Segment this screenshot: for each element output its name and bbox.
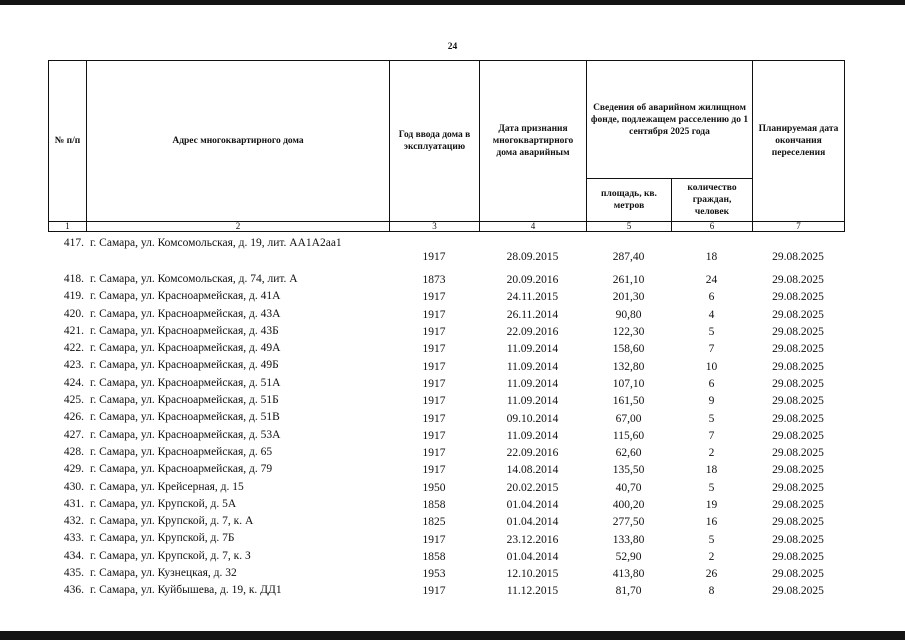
row-number: 420. <box>63 307 84 320</box>
row-area: 158,60 <box>612 343 645 356</box>
row-number: 421. <box>63 324 84 337</box>
row-people: 7 <box>708 429 715 442</box>
header-num: 7 <box>753 222 845 232</box>
header-col-date: Дата признания многоквартирного дома аварийным <box>480 61 587 222</box>
row-people: 16 <box>705 516 718 529</box>
table-row <box>48 341 844 358</box>
row-year: 1917 <box>422 447 446 460</box>
row-date: 11.09.2014 <box>506 395 559 408</box>
row-people: 5 <box>708 412 715 425</box>
row-address: г. Самара, ул. Красноармейская, д. 49А <box>90 342 281 355</box>
row-plan: 29.08.2025 <box>772 274 824 287</box>
row-year: 1950 <box>422 481 446 494</box>
row-plan: 29.08.2025 <box>772 326 824 339</box>
row-number: 417. <box>63 237 84 249</box>
row-plan: 29.08.2025 <box>772 360 824 373</box>
table-row <box>48 549 844 566</box>
table-row <box>48 289 844 306</box>
table-row <box>48 445 844 462</box>
row-year: 1917 <box>422 429 446 442</box>
row-number: 431. <box>63 497 84 510</box>
table-row <box>48 376 844 393</box>
row-date: 22.09.2016 <box>506 447 559 460</box>
table-row <box>48 462 844 479</box>
row-date: 12.10.2015 <box>506 568 559 581</box>
row-plan: 29.08.2025 <box>772 533 824 546</box>
row-area: 287,40 <box>612 250 645 263</box>
row-address: г. Самара, ул. Крупской, д. 7, к. З <box>90 549 251 562</box>
header-col-address: Адрес многоквартирного дома <box>87 61 390 222</box>
row-area: 90,80 <box>615 308 642 321</box>
header-col-year: Год ввода дома в эксплуатацию <box>390 61 480 222</box>
row-date: 26.11.2014 <box>506 308 559 321</box>
row-address: г. Самара, ул. Красноармейская, д. 79 <box>90 463 273 476</box>
row-date: 14.08.2014 <box>506 464 559 477</box>
page-number: 24 <box>447 42 458 52</box>
row-address: г. Самара, ул. Крупской, д. 7, к. А <box>90 515 254 528</box>
header-num: 1 <box>49 222 87 232</box>
header-col-info: Сведения об аварийном жилищном фонде, подлежащем расселению до 1 сентября 2025 года <box>587 61 753 179</box>
row-area: 62,60 <box>615 447 642 460</box>
row-date: 11.12.2015 <box>506 585 559 598</box>
row-area: 115,60 <box>612 429 645 442</box>
row-date: 28.09.2015 <box>506 250 559 263</box>
row-plan: 29.08.2025 <box>772 343 824 356</box>
row-plan: 29.08.2025 <box>772 499 824 511</box>
row-plan: 29.08.2025 <box>772 568 824 581</box>
row-date: 09.10.2014 <box>506 412 559 425</box>
data-table <box>48 236 844 601</box>
row-address: г. Самара, ул. Крейсерная, д. 15 <box>90 480 244 493</box>
row-plan: 29.08.2025 <box>772 481 824 494</box>
row-date: 20.09.2016 <box>506 274 559 287</box>
row-area: 122,30 <box>612 326 645 339</box>
row-date: 24.11.2015 <box>506 291 559 304</box>
row-date: 11.09.2014 <box>506 360 559 373</box>
scan-bottom-edge <box>0 631 905 640</box>
row-address: г. Самара, ул. Комсомольская, д. 19, лит. АА1А2аа1 <box>90 237 342 249</box>
header-col-people: количество граждан, человек <box>672 179 753 222</box>
row-people: 18 <box>705 464 718 477</box>
row-number: 424. <box>63 376 84 389</box>
table-row <box>48 324 844 341</box>
row-number: 422. <box>63 342 84 355</box>
row-year: 1917 <box>422 343 446 356</box>
row-people: 5 <box>708 481 715 494</box>
table-row <box>48 272 844 289</box>
row-date: 11.09.2014 <box>506 429 559 442</box>
row-year: 1917 <box>422 250 446 263</box>
row-number: 435. <box>63 567 84 580</box>
row-number: 436. <box>63 584 84 597</box>
row-people: 7 <box>708 343 715 356</box>
row-date: 01.04.2014 <box>506 516 559 529</box>
table-row <box>48 583 844 600</box>
row-number: 433. <box>63 532 84 545</box>
row-year: 1917 <box>422 533 446 546</box>
table-row <box>48 410 844 427</box>
row-area: 413,80 <box>612 568 645 581</box>
row-address: г. Самара, ул. Крупской, д. 5А <box>90 497 237 510</box>
row-area: 133,80 <box>612 533 645 546</box>
row-address: г. Самара, ул. Красноармейская, д. 65 <box>90 445 273 458</box>
row-area: 132,80 <box>612 360 645 373</box>
row-people: 2 <box>708 550 715 563</box>
row-people: 4 <box>708 308 715 321</box>
table-row <box>48 514 844 531</box>
row-address: г. Самара, ул. Красноармейская, д. 43Б <box>90 324 279 337</box>
row-people: 19 <box>705 499 718 511</box>
row-plan: 29.08.2025 <box>772 447 824 460</box>
row-area: 40,70 <box>615 481 642 494</box>
header-col-area: площадь, кв. метров <box>587 179 672 222</box>
row-address: г. Самара, ул. Крупской, д. 7Б <box>90 532 235 545</box>
row-address: г. Самара, ул. Куйбышева, д. 19, к. ДД1 <box>90 584 282 597</box>
row-address: г. Самара, ул. Красноармейская, д. 51А <box>90 376 281 389</box>
row-address: г. Самара, ул. Красноармейская, д. 51Б <box>90 394 279 407</box>
row-year: 1917 <box>422 395 446 408</box>
table-row <box>48 236 844 272</box>
row-address: г. Самара, ул. Комсомольская, д. 74, лит. А <box>90 273 298 285</box>
table-row <box>48 393 844 410</box>
row-plan: 29.08.2025 <box>772 550 824 563</box>
row-plan: 29.08.2025 <box>772 516 824 529</box>
row-address: г. Самара, ул. Красноармейская, д. 49Б <box>90 359 279 372</box>
row-plan: 29.08.2025 <box>772 377 824 390</box>
header-num: 4 <box>480 222 587 232</box>
row-people: 6 <box>708 377 715 390</box>
row-date: 20.02.2015 <box>506 481 559 494</box>
row-address: г. Самара, ул. Красноармейская, д. 53А <box>90 428 281 441</box>
row-date: 11.09.2014 <box>506 377 559 390</box>
row-year: 1825 <box>422 516 446 529</box>
row-number: 419. <box>63 290 84 303</box>
row-address: г. Самара, ул. Кузнецкая, д. 32 <box>90 567 237 580</box>
header-col-no: № п/п <box>49 61 87 222</box>
row-plan: 29.08.2025 <box>772 585 824 598</box>
row-number: 428. <box>63 445 84 458</box>
row-year: 1917 <box>422 585 446 598</box>
row-year: 1917 <box>422 360 446 373</box>
row-number: 418. <box>63 273 84 285</box>
row-plan: 29.08.2025 <box>772 395 824 408</box>
row-people: 26 <box>705 568 718 581</box>
table-header <box>48 60 845 232</box>
row-area: 261,10 <box>612 274 645 287</box>
row-year: 1858 <box>422 550 446 563</box>
row-address: г. Самара, ул. Красноармейская, д. 51В <box>90 411 280 424</box>
row-number: 430. <box>63 480 84 493</box>
header-num: 6 <box>672 222 753 232</box>
row-people: 6 <box>708 291 715 304</box>
row-area: 135,50 <box>612 464 645 477</box>
row-plan: 29.08.2025 <box>772 429 824 442</box>
header-num: 3 <box>390 222 480 232</box>
row-plan: 29.08.2025 <box>772 291 824 304</box>
row-year: 1917 <box>422 412 446 425</box>
row-plan: 29.08.2025 <box>772 308 824 321</box>
row-year: 1917 <box>422 377 446 390</box>
table-row <box>48 531 844 548</box>
row-number: 429. <box>63 463 84 476</box>
row-area: 277,50 <box>612 516 645 529</box>
row-plan: 29.08.2025 <box>772 464 824 477</box>
row-number: 423. <box>63 359 84 372</box>
table-row <box>48 566 844 583</box>
row-area: 67,00 <box>615 412 642 425</box>
row-area: 400,20 <box>612 499 645 511</box>
table-row <box>48 307 844 324</box>
table-row <box>48 497 844 514</box>
row-area: 107,10 <box>612 377 645 390</box>
row-people: 5 <box>708 326 715 339</box>
row-year: 1917 <box>422 308 446 321</box>
row-people: 5 <box>708 533 715 546</box>
row-date: 22.09.2016 <box>506 326 559 339</box>
table-row <box>48 480 844 497</box>
row-address: г. Самара, ул. Красноармейская, д. 43А <box>90 307 281 320</box>
row-year: 1953 <box>422 568 446 581</box>
row-year: 1917 <box>422 464 446 477</box>
row-number: 432. <box>63 515 84 528</box>
row-plan: 29.08.2025 <box>772 412 824 425</box>
row-people: 24 <box>705 274 718 287</box>
row-number: 434. <box>63 549 84 562</box>
table-row <box>48 358 844 375</box>
row-address: г. Самара, ул. Красноармейская, д. 41А <box>90 290 281 303</box>
row-people: 2 <box>708 447 715 460</box>
row-number: 425. <box>63 394 84 407</box>
scan-top-edge <box>0 0 905 5</box>
row-area: 52,90 <box>615 550 642 563</box>
row-area: 81,70 <box>615 585 642 598</box>
row-people: 9 <box>708 395 715 408</box>
row-people: 8 <box>708 585 715 598</box>
table-row <box>48 428 844 445</box>
row-year: 1917 <box>422 326 446 339</box>
row-people: 18 <box>705 250 718 263</box>
row-people: 10 <box>705 360 718 373</box>
row-plan: 29.08.2025 <box>772 250 824 263</box>
row-date: 11.09.2014 <box>506 343 559 356</box>
row-number: 427. <box>63 428 84 441</box>
row-area: 161,50 <box>612 395 645 408</box>
header-col-plan: Планируемая дата окончания переселения <box>753 61 845 222</box>
row-year: 1873 <box>422 274 446 287</box>
row-date: 23.12.2016 <box>506 533 559 546</box>
row-area: 201,30 <box>612 291 645 304</box>
row-date: 01.04.2014 <box>506 499 559 511</box>
row-date: 01.04.2014 <box>506 550 559 563</box>
row-year: 1858 <box>422 499 446 511</box>
header-num: 2 <box>87 222 390 232</box>
row-number: 426. <box>63 411 84 424</box>
row-year: 1917 <box>422 291 446 304</box>
header-num: 5 <box>587 222 672 232</box>
